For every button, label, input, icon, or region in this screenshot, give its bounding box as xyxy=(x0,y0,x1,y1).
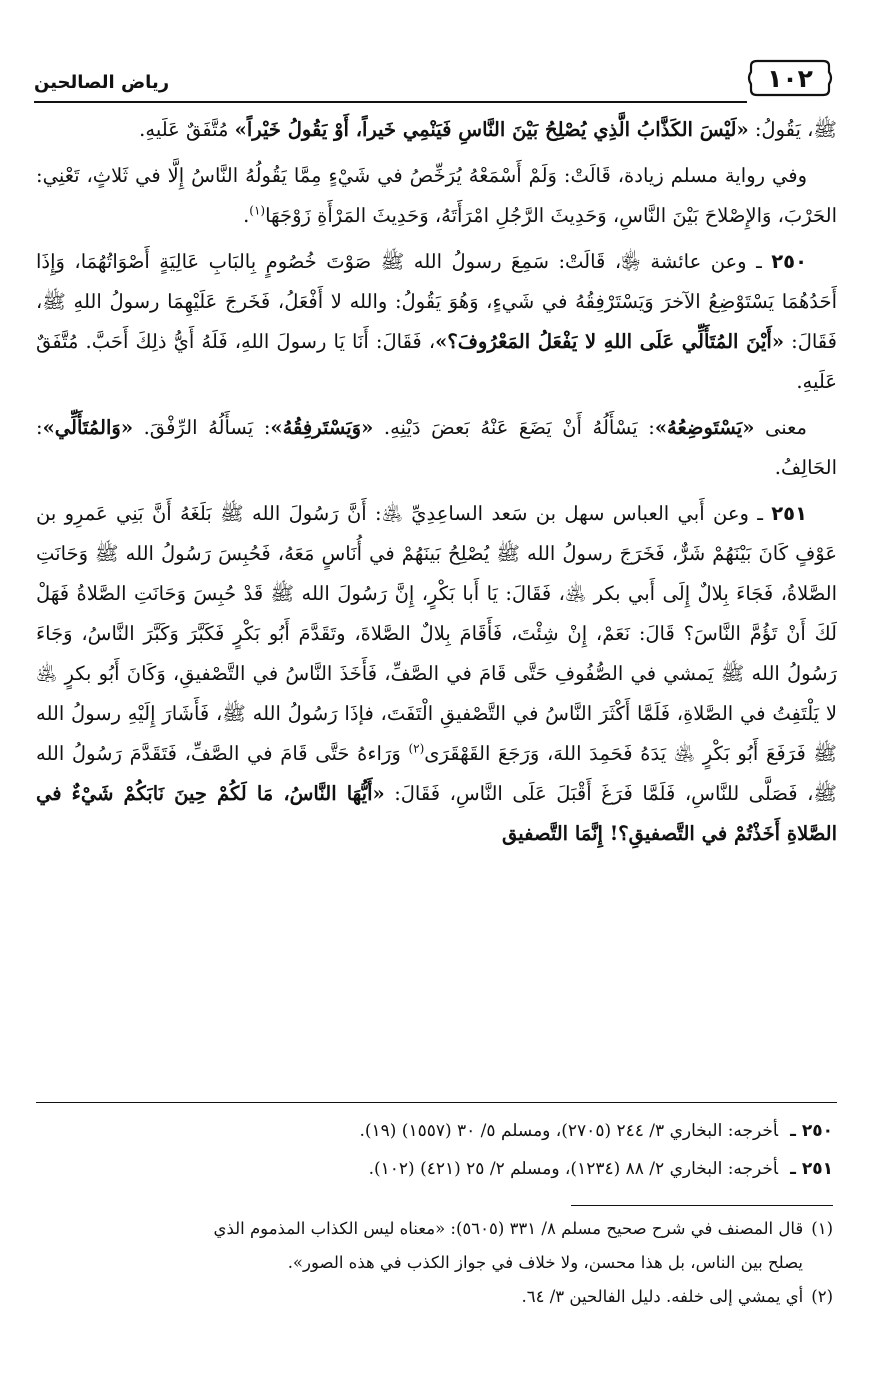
source-text: أخرجه: البخاري ٣/ ٢٤٤ (٢٧٠٥)، ومسلم ٥/ ٣٠ (١٥٥٧) (١٩). xyxy=(359,1121,779,1141)
footnote-marker: (٢) xyxy=(811,1287,833,1306)
word-meanings xyxy=(36,408,837,488)
hadith-250 xyxy=(36,242,837,402)
text-run: : الحَالِفُ. xyxy=(36,416,837,479)
hadith-number: ٢٥٠ xyxy=(771,250,807,273)
hadith-quote: «أَيْنَ المُتَأَلِّي عَلَى اللهِ لا يَفْعَلُ المَعْرُوفَ؟» xyxy=(435,330,785,353)
sources-divider xyxy=(36,1102,837,1103)
text-run: ، فَقَالَ: أَنَا يَا رسولَ اللهِ، فَلَهُ أَيُّ ذلِكَ أَحَبَّ. مُتَّفَقٌ عَلَيهِ. xyxy=(36,330,837,393)
hadith-number: ٢٥١ xyxy=(771,502,807,525)
hadith-251 xyxy=(36,494,837,854)
page-header xyxy=(34,58,833,102)
text-run: ـ وعن عائشة ﵂، قَالَتْ: سَمِعَ رسولُ الله ﷺ صَوْتَ خُصُومٍ بِالبَابِ عَالِيَةٍ أَصْوَاتُهُمَا، وَإِذَا أَحَدُهُمَا يَسْتَوْضِعُ الآخرَ وَيَسْتَرْفِقُهُ في شَيءٍ، وَهُوَ يَقُولُ: والله لا أَفْعَلُ، فَخَرجَ عَلَيْهِمَا رسولُ اللهِ ﷺ، فَقَالَ: xyxy=(36,250,837,353)
footnote-divider xyxy=(571,1205,833,1206)
footnote-marker: (١) xyxy=(811,1219,833,1238)
source-number: ٢٥٠ ـ xyxy=(790,1121,833,1141)
source-text: أخرجه: البخاري ٢/ ٨٨ (١٢٣٤)، ومسلم ٢/ ٢٥ (٤٢١) (١٠٢). xyxy=(368,1159,779,1179)
hadith-quote: «أَيُّهَا النَّاسُ، مَا لَكُمْ حِينَ نَابَكُمْ شَيْءٌ في الصَّلاةِ أَخَذْتُمْ في التَّصفيقِ؟! إِنَّمَا التَّصفيق xyxy=(36,782,837,845)
footnote-text: يصلح بين الناس، بل هذا محسن، ولا خلاف في جواز الكذب في هذه الصور». xyxy=(287,1253,803,1272)
footnote-ref-1: (١) xyxy=(249,203,266,218)
text-run: وفي رواية مسلم زيادة، قَالَتْ: وَلَمْ أَسْمَعْهُ يُرَخِّصُ في شَيْءٍ مِمَّا يَقُولُهُ النَّاسُ إِلَّا في ثَلاثٍ، تَعْنِي: الحَرْبَ، وَالإِصْلاحَ بَيْنَ النَّاسِ، وَحَدِيثَ الرَّجُلِ امْرَأَتَهُ، وَحَدِيثَ المَرْأَةِ زَوْجَهَا xyxy=(36,164,837,227)
main-text xyxy=(36,110,837,1100)
page-number-frame xyxy=(747,58,833,98)
text-run: ـ وعن أَبي العباس سهل بن سَعد الساعِدِيِّ ﵁: أَنَّ رَسُولَ الله ﷺ بَلَغَهُ أَنَّ بَنِي عَمرِو بن عَوْفٍ كَانَ بَيْنَهُمْ شَرٌّ، فَخَرَجَ رسولُ الله ﷺ يُصْلِحُ بَينَهُمْ في أُنَاسٍ مَعَهُ، فَحُبِسَ رَسُولُ الله ﷺ وَحَانَتِ الصَّلاةُ، فَجَاءَ بِلالٌ إِلَى أَبي بكر ﵁، فَقَالَ: يَا أَبا بَكْرٍ، إِنَّ رَسُولَ الله ﷺ قَدْ حُبِسَ وَحَانَتِ الصَّلاةُ فَهَلْ لَكَ أَنْ تَؤُمَّ النَّاسَ؟ قَالَ: نَعَمْ، إِنْ شِئْتَ، فَأَقَامَ بِلالٌ الصَّلاةَ، وتَقَدَّمَ أَبُو بَكْرٍ فَكَبَّرَ وَكَبَّرَ النَّاسُ، وَجَاءَ رَسُولُ الله ﷺ يَمشي في الصُّفُوفِ حَتَّى قَامَ في الصَّفِّ، فَأَخَذَ النَّاسُ في التَّصْفيقِ، وَكَانَ أَبُو بكرٍ ﵁ لا يَلْتَفِتُ في الصَّلاةِ، فَلَمَّا أَكْثَرَ النَّاسُ في التَّصْفيقِ الْتَفَتَ، فإذَا رَسُولُ الله ﷺ، فَأَشَارَ إِلَيْهِ رسولُ الله ﷺ فَرَفَعَ أَبُو بَكْرٍ ﵁ يَدَهُ فَحَمِدَ اللهَ، وَرَجَعَ القَهْقَرَى xyxy=(36,502,837,765)
footnote-1-continued xyxy=(36,1246,833,1280)
footnotes xyxy=(36,1212,833,1314)
paragraph-muslim-narration xyxy=(36,156,837,236)
page-number: ١٠٢ xyxy=(767,63,813,93)
text-run: وَرَاءهُ حَتَّى قَامَ في الصَّفِّ، فَتَقَدَّمَ رَسُولُ الله ﷺ، فَصَلَّى للنَّاسِ، فَلَمَّا فَرَغَ أَقْبَلَ عَلَى النَّاسِ، فَقَالَ: xyxy=(36,742,837,805)
source-number: ٢٥١ ـ xyxy=(790,1159,833,1179)
footnote-text: أي يمشي إلى خلفه. دليل الفالحين ٣/ ٦٤. xyxy=(521,1287,804,1306)
footnote-ref-2: (٢) xyxy=(408,741,425,756)
defined-word: «وَالمُتَأَلِّي» xyxy=(42,416,134,439)
hadith-quote: «لَيْسَ الكَذَّابُ الَّذِي يُصْلِحُ بَيْنَ النَّاسِ فَيَنْمِي خَيراً، أَوْ يَقُولُ خَيْراً» xyxy=(234,118,749,141)
text-run: مُتَّفَقٌ عَلَيهِ. xyxy=(139,118,235,141)
text-run: معنى xyxy=(754,416,807,439)
footnote-2 xyxy=(36,1280,833,1314)
text-run: . xyxy=(243,204,250,227)
footnote-1 xyxy=(36,1212,833,1246)
paragraph-continued xyxy=(36,110,837,150)
source-line xyxy=(36,1150,833,1188)
text-run: : يَسأَلُهُ الرِّفْقَ. xyxy=(133,416,271,439)
text-run: ﷺ، يَقُولُ: xyxy=(748,118,837,141)
defined-word: «يَسْتَوضِعُهُ» xyxy=(654,416,755,439)
footnote-text: قال المصنف في شرح صحيح مسلم ٨/ ٣٣١ (٥٦٠٥): «معناه ليس الكذاب المذموم الذي xyxy=(213,1219,804,1238)
header-divider xyxy=(34,101,747,103)
hadith-sources xyxy=(36,1112,833,1188)
text-run: : يَسْأَلُهُ أَنْ يَضَعَ عَنْهُ بَعضَ دَيْنِهِ. xyxy=(373,416,655,439)
defined-word: «وَيَسْتَرفِقُهُ» xyxy=(270,416,374,439)
source-line xyxy=(36,1112,833,1150)
book-title: رياض الصالحين xyxy=(34,72,170,93)
